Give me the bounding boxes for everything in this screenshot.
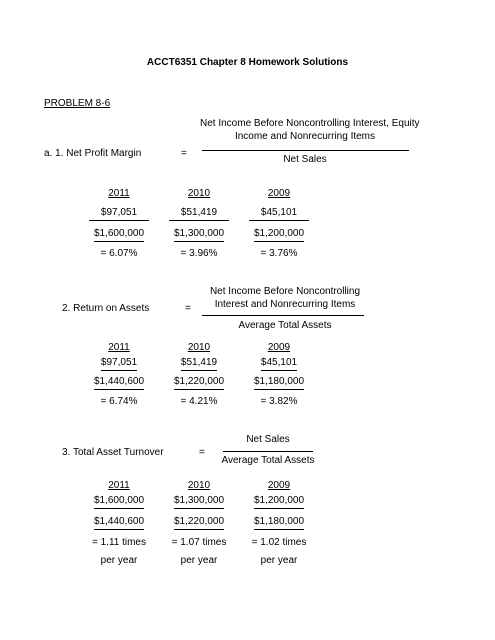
value-cell: $1,200,000 — [254, 228, 304, 242]
return-on-assets-fraction-bar — [202, 315, 364, 316]
return-on-assets-equals: = — [185, 303, 191, 314]
value-cell: $1,300,000 — [174, 228, 224, 242]
result-cell: = 1.07 times — [171, 537, 227, 548]
value-cell: $1,300,000 — [174, 495, 224, 509]
year-2011-header: 2011 — [108, 188, 130, 199]
year-2010-header: 2010 — [187, 188, 211, 199]
net-profit-margin-numerator: Net Income Before Noncontrolling Interest, Equity Income and Nonrecurring Items — [200, 118, 420, 142]
return-on-assets-denominator: Average Total Assets — [238, 320, 332, 331]
result-cell: = 6.07% — [100, 248, 138, 259]
return-on-assets-numerator: Net Income Before Noncontrolling Interest and Nonrecurring Items — [209, 286, 361, 310]
value-cell: $1,220,000 — [174, 376, 224, 390]
year-2010-header: 2010 — [187, 480, 211, 491]
year-2011-header: 2011 — [108, 342, 130, 353]
net-profit-margin-label: a. 1. Net Profit Margin — [44, 148, 142, 159]
year-2009-header: 2009 — [267, 480, 291, 491]
total-asset-turnover-denominator: Average Total Assets — [221, 455, 315, 466]
value-cell: $51,419 — [169, 207, 229, 221]
result-cell: = 4.21% — [180, 396, 218, 407]
value-cell: $1,180,000 — [254, 376, 304, 390]
value-cell: $45,101 — [249, 207, 309, 221]
value-cell: $1,440,600 — [94, 516, 144, 530]
result-unit-cell: per year — [260, 555, 298, 566]
total-asset-turnover-label: 3. Total Asset Turnover — [62, 447, 164, 458]
problem-heading: PROBLEM 8-6 — [44, 98, 111, 109]
value-cell: $97,051 — [101, 357, 137, 371]
return-on-assets-label: 2. Return on Assets — [62, 303, 150, 314]
result-cell: = 3.76% — [260, 248, 298, 259]
document-title: ACCT6351 Chapter 8 Homework Solutions — [146, 57, 349, 68]
result-cell: = 3.96% — [180, 248, 218, 259]
value-cell: $97,051 — [89, 207, 149, 221]
year-2009-header: 2009 — [267, 342, 291, 353]
total-asset-turnover-equals: = — [199, 447, 205, 458]
year-2010-header: 2010 — [187, 342, 211, 353]
net-profit-margin-equals: = — [181, 148, 187, 159]
value-cell: $1,220,000 — [174, 516, 224, 530]
result-cell: = 1.11 times — [91, 537, 146, 548]
value-cell: $1,180,000 — [254, 516, 304, 530]
total-asset-turnover-numerator: Net Sales — [246, 434, 290, 445]
result-cell: = 3.82% — [260, 396, 298, 407]
result-unit-cell: per year — [180, 555, 218, 566]
value-cell: $1,600,000 — [94, 495, 144, 509]
year-2009-header: 2009 — [267, 188, 291, 199]
value-cell: $1,440,600 — [94, 376, 144, 390]
net-profit-margin-denominator: Net Sales — [283, 154, 327, 165]
net-profit-margin-fraction-bar — [202, 150, 409, 151]
value-cell: $51,419 — [181, 357, 217, 371]
result-cell: = 1.02 times — [251, 537, 307, 548]
result-unit-cell: per year — [100, 555, 138, 566]
value-cell: $1,600,000 — [94, 228, 144, 242]
value-cell: $1,200,000 — [254, 495, 304, 509]
total-asset-turnover-fraction-bar — [223, 451, 313, 452]
result-cell: = 6.74% — [100, 396, 138, 407]
year-2011-header: 2011 — [108, 480, 130, 491]
value-cell: $45,101 — [261, 357, 297, 371]
